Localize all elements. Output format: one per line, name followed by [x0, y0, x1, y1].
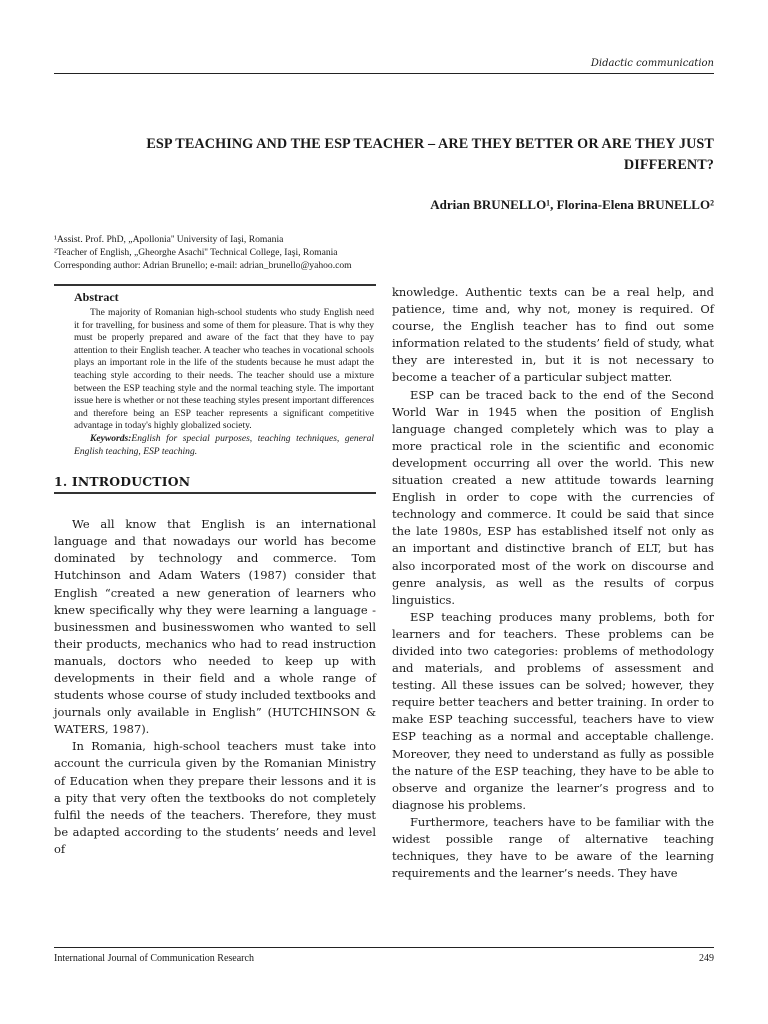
body-paragraph-continued: knowledge. Authentic texts can be a real help, and patience, time and, why not, money is required. Of course, the English teacher has to find out some information related to the students’ field of study, what they are interested in, but it is not necessary to become a teacher of a particular subject matter.: [392, 285, 714, 385]
introduction-body-left: [54, 516, 376, 858]
body-paragraph: ESP can be traced back to the end of the Second World War in 1945 when the position of English language changed completely which was to play a more practical role in the scientific and economic development occurring all over the world. This new situation created a new attitude towards learning English in order to cope with the currencies of technology and commerce. It could be said that since the late 1980s, ESP has established itself not only as an important and distinctive branch of ELT, but has also incorporated most of the work on discourse and genre analysis, as well as the results of corpus linguistics.: [392, 387, 714, 607]
body-paragraph: ESP teaching produces many problems, both for learners and for teachers. These problems can be divided into two categories: problems of methodology and materials, and problems of assessment and testing. All these issues can be solved; however, they require better teachers and better training. In order to make ESP teaching successful, teachers have to view ESP teaching as a normal and acceptable challenge. Moreover, they need to understand as fully as possible the nature of the ESP teaching, they have to be able to observe and organize the learner’s progress and to diagnose his problems.: [392, 609, 714, 812]
article-authors: Adrian BRUNELLO¹, Florina-Elena BRUNELLO²: [430, 197, 714, 212]
affiliations: [54, 233, 714, 272]
body-paragraph: Furthermore, teachers have to be familiar with the widest possible range of alternative teaching techniques, they have to be aware of the learning requirements and the learner’s needs. They have: [392, 814, 714, 881]
left-column: [54, 284, 376, 858]
keywords: [54, 433, 376, 458]
right-column: [392, 284, 714, 882]
affiliation-1: ¹Assist. Prof. PhD, „Apollonia'' University of Iaşi, Romania: [54, 234, 284, 245]
keywords-label: Keywords:: [90, 432, 132, 444]
corresponding-author: Corresponding author: Adrian Brunello; e-mail: adrian_brunello@yahoo.com: [54, 260, 352, 271]
journal-name: International Journal of Communication Research: [54, 953, 254, 964]
abstract-heading: Abstract: [74, 290, 119, 304]
page-footer: [54, 947, 714, 964]
body-paragraph: In Romania, high-school teachers must take into account the curricula given by the Romanian Ministry of Education when they prepare their lessons and it is a pity that very often the textbooks do not completely fulfil the needs of the teachers. Therefore, they must be adapted according to the students’ needs and level of: [54, 739, 376, 856]
section-heading-introduction: 1. INTRODUCTION: [54, 474, 376, 494]
running-head: Didactic communication: [54, 58, 714, 74]
body-paragraph: We all know that English is an international language and that nowadays our world has become dominated by technology and commerce. Tom Hutchinson and Adam Waters (1987) consider that English “created a new generation of learners who knew specifically why they were learning a language - businessmen and businesswomen who wanted to sell their products, mechanics who had to read instruction manuals, doctors who needed to keep up with developments in their field and a whole range of students whose course of study included textbooks and journals only available in English” (HUTCHINSON & WATERS, 1987).: [54, 517, 376, 737]
article-title: ESP TEACHING AND THE ESP TEACHER – ARE THEY BETTER OR ARE THEY JUST DIFFERENT?: [146, 136, 714, 173]
abstract-box: [54, 284, 376, 458]
page-number: 249: [699, 953, 714, 964]
affiliation-2: ²Teacher of English, „Gheorghe Asachi'' Technical College, Iaşi, Romania: [54, 247, 338, 258]
keywords-text: English for special purposes, teaching techniques, general English teaching, ESP teaching.: [74, 432, 374, 457]
abstract-text: The majority of Romanian high-school students who study English need it for travelling, for business and some of them for pleasure. That is why they must be properly prepared and aware of the fact that they have to pay attention to their English teacher. A teacher who teaches in vocational schools plays an important role in the life of the students because he must adapt the teaching style according to their needs. The teacher should use a mixture between the ESP teaching style and the normal teaching style. The important issue here is whether or not these teaching styles present important differences and therefore being an ESP teacher represents a significant competitive advantage in today's highly globalized society.: [74, 307, 374, 432]
